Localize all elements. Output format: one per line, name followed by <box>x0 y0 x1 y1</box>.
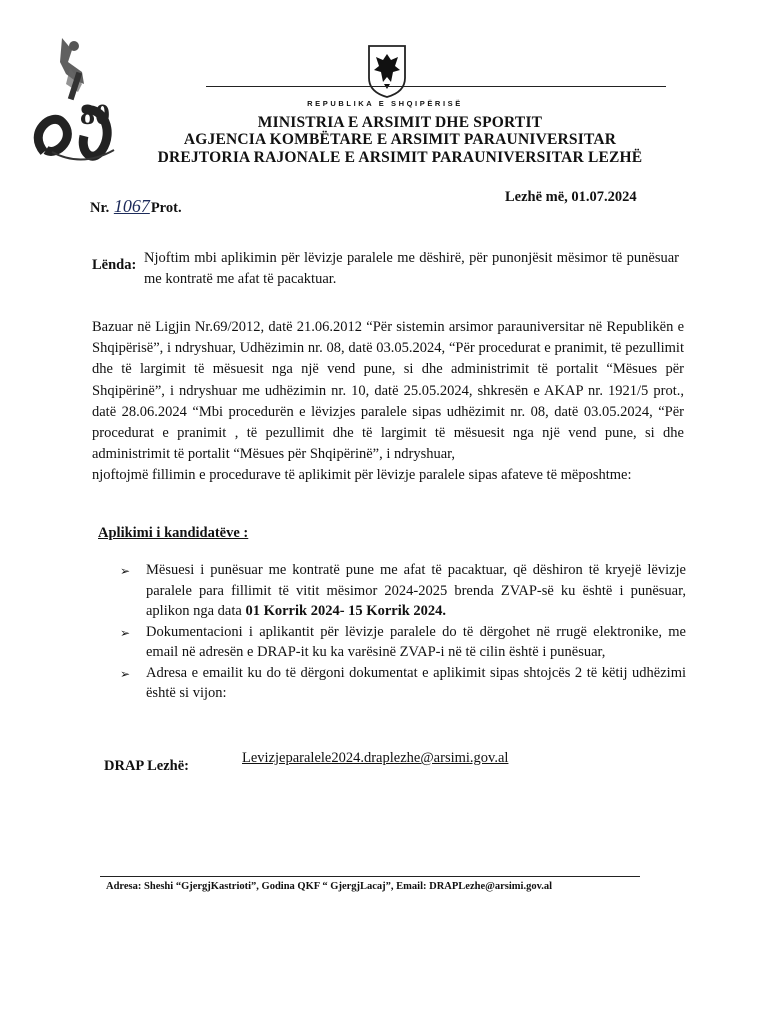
contact-label: DRAP Lezhë: <box>104 758 189 774</box>
ministry-title: MINISTRIA E ARSIMIT DHE SPORTIT <box>257 114 543 131</box>
legal-basis-text: Bazuar në Ligjin Nr.69/2012, datë 21.06.2012 “Për sistemin arsimor parauniversitar në Republikën e Shqipërisë”, i ndryshuar, Udhëzimin nr. 08, datë 03.05.2024, “Për procedurat e pranimit, të pezullimit dhe të largimit të mësuesit nga një vend pune, si dhe administrimit të portalit “Mësues për Shqipërinë”, i ndryshuar me udhëzimin nr. 10, datë 25.05.2024, shkresën e AKAP nr. 1921/5 prot., datë 28.06.2024 “Mbi procedurën e lëvizjes paralele sipas udhëzimit nr. 08, datë 03.05.2024, “Për procedurat e pranimit , të pezullimit dhe të largimit të mësuesit nga një vend pune, si dhe administrimit të portalit “Mësues për Shqipërinë”, i ndryshuar, <box>92 319 684 463</box>
protocol-prefix: Nr. <box>90 200 110 216</box>
legal-basis-paragraph <box>92 317 684 487</box>
protocol-number <box>90 196 182 217</box>
header-rule <box>206 86 666 87</box>
anniversary-logo <box>22 32 122 172</box>
svg-text:80: 80 <box>80 98 110 131</box>
arrow-bullet-icon: ➢ <box>120 625 131 640</box>
arrow-bullet-icon: ➢ <box>120 564 131 578</box>
footer-address: Adresa: Sheshi “GjergjKastrioti”, Godina QKF “ GjergjLacaj”, Email: DRAPLezhe@arsimi.gov.al <box>106 881 553 892</box>
list-item <box>120 560 686 622</box>
bullet-text: Dokumentacioni i aplikantit për lëvizje paralele do të dërgohet në rrugë elektronike, me email në adresën e DRAP-it ku ka varësinë ZVAP-i në të cilin është i punësuar, <box>146 623 686 660</box>
bullet-text: Mësuesi i punësuar me kontratë pune me afat të pacaktuar, që dëshiron të kryejë lëvizje paralele para fillimit të vitit mësimor 2024-2025 brenda ZVAP-së ku është i punësuar, aplikon nga data <box>146 562 686 619</box>
bullet-text: Adresa e emailit ku do të dërgoni dokumentat e aplikimit sipas shtojcës 2 të këtij udhëzimi është si vijon: <box>146 664 686 701</box>
list-item <box>120 663 686 704</box>
subject-text: Njoftim mbi aplikimin për lëvizje paralele me dëshirë, për punonjësit mësimor të punësuar me kontratë me afat të pacaktuar. <box>144 250 679 287</box>
footer-rule <box>100 876 640 877</box>
directorate-title: DREJTORIA RAJONALE E ARSIMIT PARAUNIVERSITAR LEZHË <box>157 149 643 166</box>
list-item <box>120 622 686 663</box>
announcement-text: njoftojmë fillimin e procedurave të aplikimit për lëvizje paralele sipas afateve të mëposhtme: <box>92 467 632 484</box>
protocol-handwritten-number: 1067 <box>113 196 150 216</box>
arrow-bullet-icon: ➢ <box>120 666 131 681</box>
protocol-suffix: Prot. <box>150 200 182 216</box>
republic-title: REPUBLIKA E SHQIPËRISË <box>307 99 463 108</box>
subject-label: Lënda: <box>92 257 137 273</box>
application-list <box>120 560 686 704</box>
albanian-eagle-emblem <box>367 44 407 98</box>
section-title: Aplikimi i kandidatëve : <box>98 525 249 541</box>
application-period: 01 Korrik 2024- 15 Korrik 2024. <box>245 603 447 619</box>
document-date: Lezhë më, 01.07.2024 <box>505 189 637 205</box>
contact-email-link[interactable]: Levizjeparalele2024.draplezhe@arsimi.gov.al <box>242 750 509 766</box>
agency-title: AGJENCIA KOMBËTARE E ARSIMIT PARAUNIVERSITAR <box>183 131 617 148</box>
